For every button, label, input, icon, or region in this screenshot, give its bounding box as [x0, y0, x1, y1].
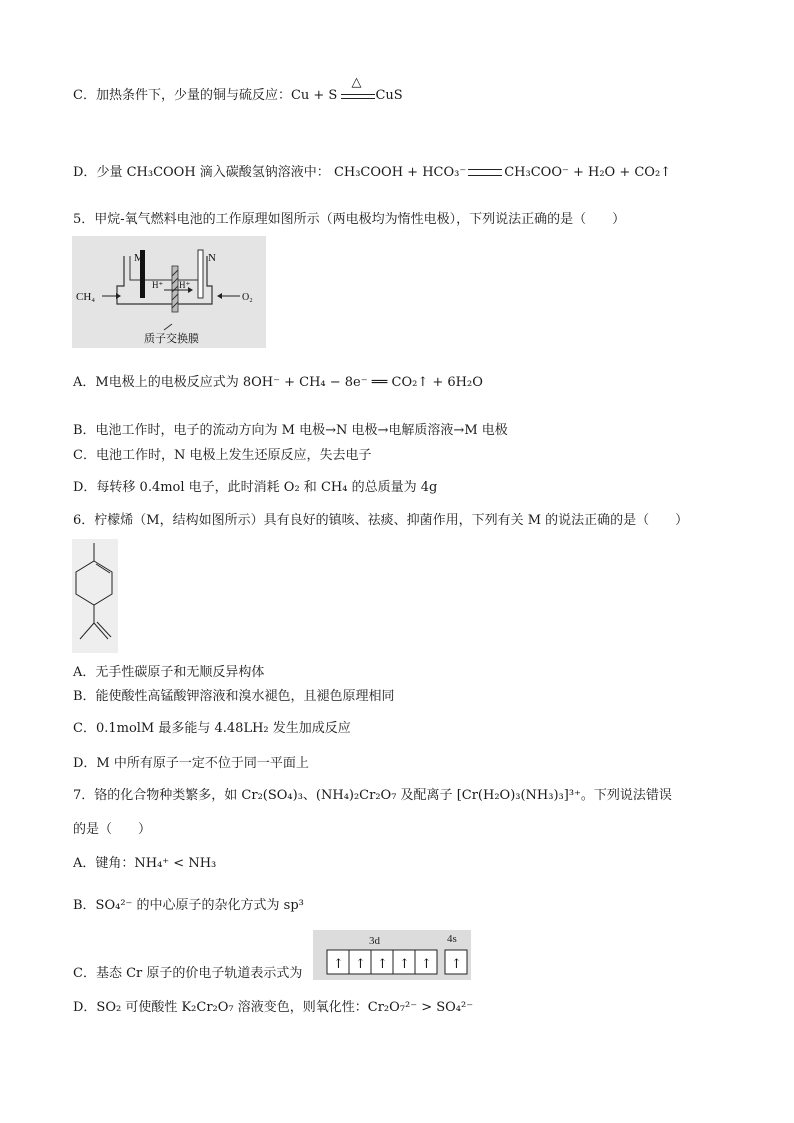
heating-equal-sign: [341, 74, 375, 103]
orbital-boxes: [313, 930, 471, 980]
label-h-plus-1: H⁺: [152, 280, 164, 290]
q5-option-d: D．每转移 0.4mol 电子，此时消耗 O₂ 和 CH₄ 的总质量为 4g: [73, 480, 438, 495]
heat-triangle: △: [351, 74, 362, 90]
orbital-arrow: ↑: [451, 957, 462, 972]
equation-lhs: CH₃COOH + HCO₃⁻: [333, 165, 467, 180]
q7-stem-line2: 的是（ ）: [73, 822, 152, 837]
fuel-cell-diagram: [72, 236, 266, 348]
option-label: D．: [73, 165, 97, 180]
q7-stem-line1: 7．铬的化合物种类繁多，如 Cr₂(SO₄)₃、(NH₄)₂Cr₂O₇ 及配离子 [Cr(H₂O)₃(NH₃)₃]³⁺。下列说法错误: [73, 788, 672, 803]
q5-option-c: C．电池工作时，N 电极上发生还原反应，失去电子: [73, 448, 372, 463]
q6-option-b: B．能使酸性高锰酸钾溶液和溴水褪色，且褪色原理相同: [73, 689, 395, 704]
label-m: M: [134, 252, 144, 264]
q4-option-c: [73, 74, 403, 106]
orbital-arrow: ↑: [333, 957, 344, 972]
q7-option-a: A．键角：NH₄⁺ < NH₃: [73, 856, 217, 871]
label-n: N: [208, 252, 216, 264]
q5-option-b: B．电池工作时，电子的流动方向为 M 电极→N 电极→电解质溶液→M 电极: [73, 423, 508, 438]
product-text: CuS: [375, 88, 403, 103]
orbital-arrow: ↑: [421, 957, 432, 972]
q6-stem: 6．柠檬烯（M，结构如图所示）具有良好的镇咳、祛痰、抑菌作用，下列有关 M 的说法正确的是（ ）: [73, 513, 689, 528]
limonene-structure: [72, 539, 118, 653]
equation-rhs: CH₃COO⁻ + H₂O + CO₂↑: [504, 165, 672, 180]
cr-orbital-diagram: [313, 930, 471, 980]
option-text: 少量 CH₃COOH 滴入碳酸氢钠溶液中：: [96, 165, 330, 180]
orbital-arrow: ↑: [399, 957, 410, 972]
label-h-plus-2: H⁺: [179, 280, 191, 290]
limonene-diagram: [72, 539, 118, 653]
q7-option-d: D．SO₂ 可使酸性 K₂Cr₂O₇ 溶液变色，则氧化性：Cr₂O₇²⁻ > SO₄²⁻: [73, 1000, 474, 1015]
q5-stem: 5．甲烷-氧气燃料电池的工作原理如图所示（两电极均为惰性电极），下列说法正确的是（ ）: [73, 212, 626, 227]
label-3d: 3d: [369, 935, 380, 947]
orbital-arrow: ↑: [355, 957, 366, 972]
orbital-arrow: ↑: [377, 957, 388, 972]
q7-option-c: C．基态 Cr 原子的价电子轨道表示式为: [73, 966, 303, 981]
equal-sign: [468, 169, 502, 176]
label-4s: 4s: [447, 933, 457, 945]
label-o2: O₂: [242, 292, 253, 303]
q6-option-a: A．无手性碳原子和无顺反异构体: [73, 665, 265, 680]
q7-option-b: B．SO₄²⁻ 的中心原子的杂化方式为 sp³: [73, 898, 304, 913]
label-membrane: 质子交换膜: [144, 332, 199, 345]
q6-option-d: D．M 中所有原子一定不位于同一平面上: [73, 756, 309, 771]
option-label: C．: [73, 88, 96, 103]
q5-option-a: A．M电极上的电极反应式为 8OH⁻ + CH₄ − 8e⁻ ══ CO₂↑ + 6H₂O: [73, 375, 483, 390]
option-text: 加热条件下，少量的铜与硫反应：Cu + S: [95, 88, 338, 103]
q6-option-c: C．0.1molM 最多能与 4.48LH₂ 发生加成反应: [73, 721, 351, 736]
fuel-cell-figure: [72, 236, 266, 348]
label-ch4: CH₄: [76, 291, 96, 303]
q4-option-d: [73, 163, 671, 183]
